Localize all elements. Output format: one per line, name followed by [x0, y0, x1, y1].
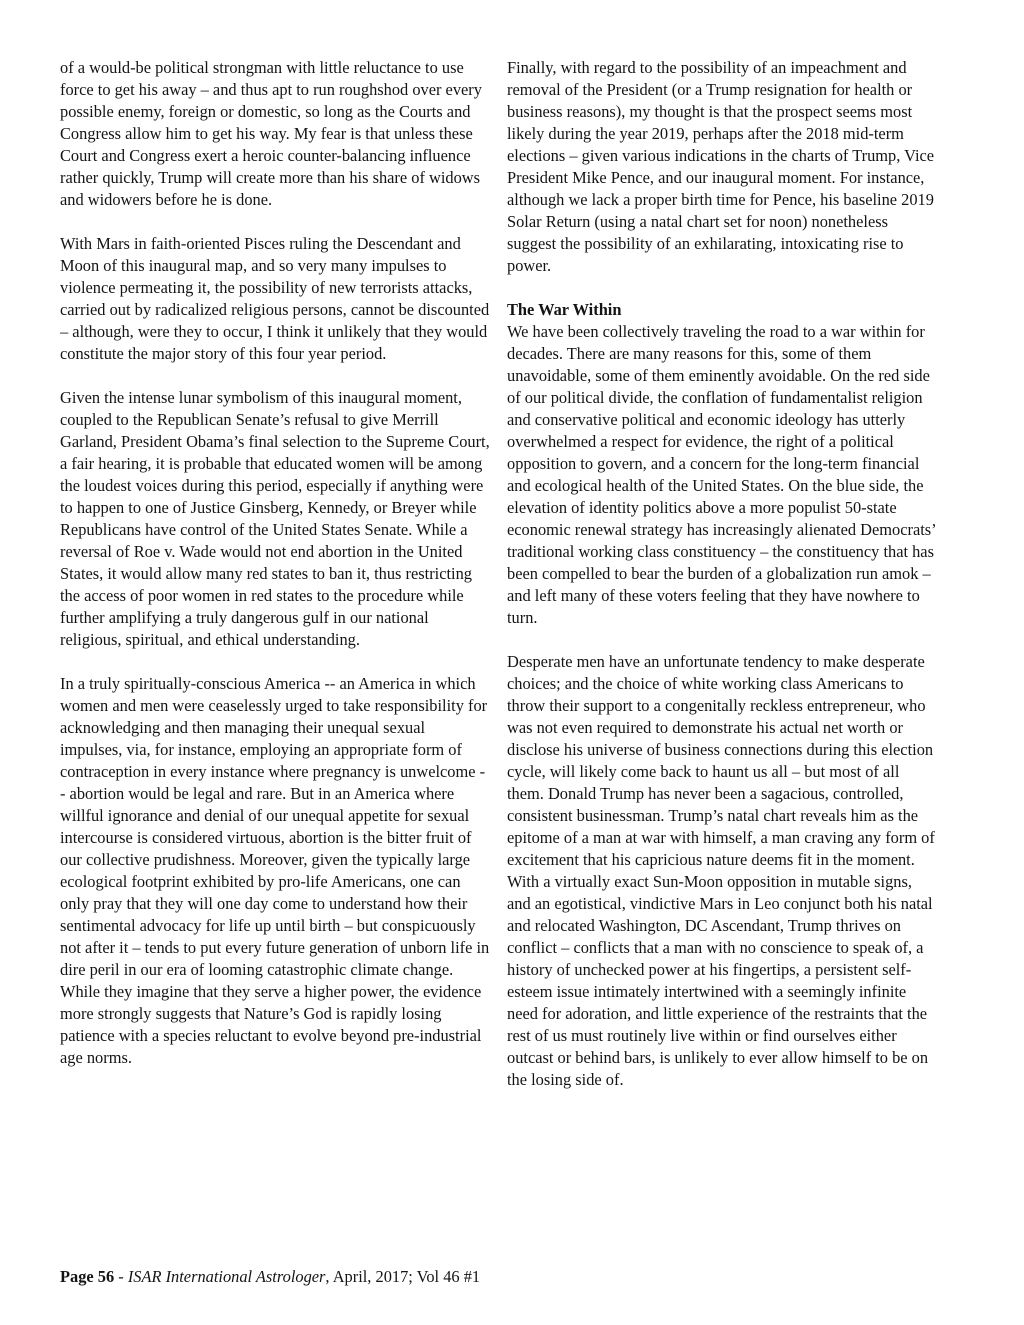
body-paragraph: Given the intense lunar symbolism of this inaugural moment, coupled to the Republican Senate’s refusal to give Merrill Garland, President Obama’s final selection to the Supreme Court, a fair hearing, it is probable that educated women will be among the loudest voices during this period, especially if anything were to happen to one of Justice Ginsberg, Kennedy, or Breyer while Republicans have control of the United States Senate. While a reversal of Roe v. Wade would not end abortion in the United States, it would allow many red states to ban it, thus restricting the access of poor women in red states to the procedure while further amplifying a truly dangerous gulf in our national religious, spiritual, and ethical understanding.	[60, 388, 490, 649]
page-number: Page 56	[60, 1267, 115, 1286]
body-paragraph: With Mars in faith-oriented Pisces ruling the Descendant and Moon of this inaugural map, and so very many impulses to violence permeating it, the possibility of new terrorists attacks, carried out by radicalized religious persons, cannot be discounted – although, were they to occur, I think it unlikely that they would constitute the major story of this four year period.	[60, 234, 490, 363]
body-paragraph: We have been collectively traveling the road to a war within for decades. There are many reasons for this, some of them unavoidable, some of them eminently avoidable. On the red side of our political divide, the conflation of fundamentalist religion and conservative political and economic ideology has utterly overwhelmed a respect for evidence, the right of a political opposition to govern, and a concern for the long-term financial and ecological health of the United States. On the blue side, the elevation of identity politics above a more populist 50-state economic renewal strategy has increasingly alienated Democrats’ traditional working class constituency – the constituency that has been compelled to bear the burden of a globalization run amok – and left many of these voters feeling that they have nowhere to turn.	[507, 322, 936, 627]
journal-title: ISAR International Astrologer	[127, 1267, 326, 1286]
body-paragraph: of a would-be political strongman with little reluctance to use force to get his away – and thus apt to run roughshod over every possible enemy, foreign or domestic, so long as the Courts and Congress allow him to get his way. My fear is that unless these Court and Congress exert a heroic counter-balancing influence rather quickly, Trump will create more than his share of widows and widowers before he is done.	[60, 58, 482, 209]
issue-info: , April, 2017; Vol 46 #1	[325, 1267, 481, 1286]
body-paragraph: Desperate men have an unfortunate tendency to make desperate choices; and the choice of white working class Americans to throw their support to a congenitally reckless entrepreneur, who was not even required to demonstrate his actual net worth or disclose his universe of business connections during this election cycle, will likely come back to haunt us all – but most of all them. Donald Trump has never been a sagacious, controlled, consistent businessman. Trump’s natal chart reveals him as the epitome of a man at war with himself, a man craving any form of excitement that his capricious nature deems fit in the moment. With a virtually exact Sun-Moon opposition in mutable signs, and an egotistical, vindictive Mars in Leo conjunct both his natal and relocated Washington, DC Ascendant, Trump thrives on conflict – conflicts that a man with no conscience to speak of, a history of unchecked power at his fingertips, a persistent self-esteem issue intimately intertwined with a seemingly infinite need for adoration, and little experience of the restraints that the rest of us must routinely live within or find ourselves either outcast or behind bars, is unlikely to ever allow himself to be on the losing side of.	[507, 652, 935, 1089]
section-heading: The War Within	[507, 300, 622, 319]
body-paragraph: Finally, with regard to the possibility of an impeachment and removal of the President (or a Trump resignation for health or business reasons), my thought is that the prospect seems most likely during the year 2019, perhaps after the 2018 mid-term elections – given various indications in the charts of Trump, Vice President Mike Pence, and our inaugural moment. For instance, although we lack a proper birth time for Pence, his baseline 2019 Solar Return (using a natal chart set for noon) nonetheless suggest the possibility of an exhilarating, intoxicating rise to power.	[507, 58, 935, 275]
body-paragraph: In a truly spiritually-conscious America -- an America in which women and men were ceaselessly urged to take responsibility for acknowledging and then managing their unequal sexual impulses, via, for instance, employing an appropriate form of contraception in every instance where pregnancy is unwelcome -- abortion would be legal and rare. But in an America where willful ignorance and denial of our unequal appetite for sexual intercourse is considered virtuous, abortion is the bitter fruit of our collective prudishness. Moreover, given the typically large ecological footprint exhibited by pro-life Americans, one can only pray that they will one day come to understand how their sentimental advocacy for life up until birth – but conspicuously not after it – tends to put every future generation of unborn life in dire peril in our era of looming catastrophic climate change. While they imagine that they serve a higher power, the evidence more strongly suggests that Nature’s God is rapidly losing patience with a species reluctant to evolve beyond pre-industrial age norms.	[60, 674, 490, 1067]
right-column	[507, 57, 939, 1113]
left-column	[60, 57, 490, 1091]
page-footer	[60, 1266, 480, 1288]
footer-separator: -	[114, 1267, 128, 1286]
